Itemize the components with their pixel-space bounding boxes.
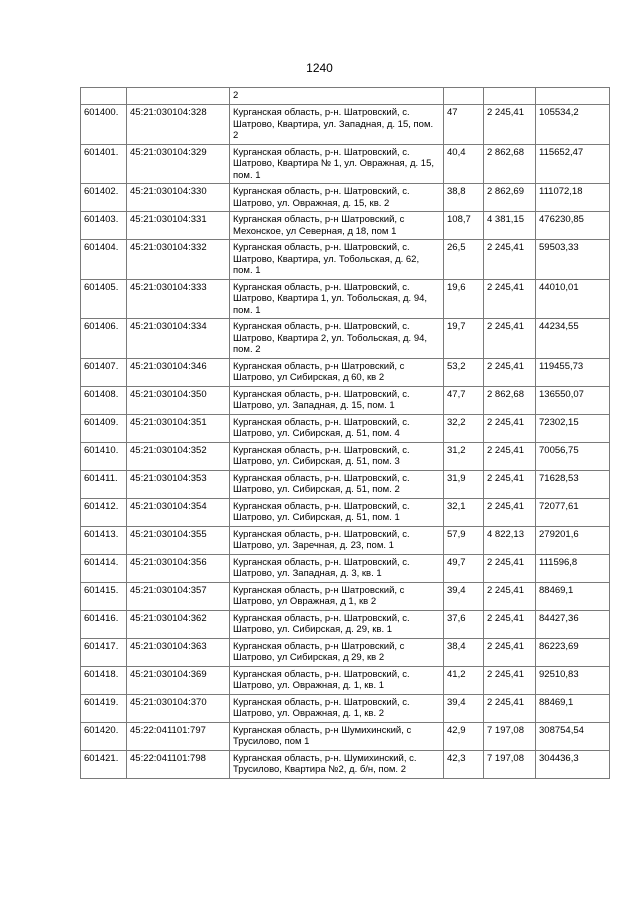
- cadastral-number-cell: 45:21:030104:332: [127, 240, 230, 280]
- cadastral-number-cell: 45:21:030104:353: [127, 470, 230, 498]
- address-cell: Курганская область, р-н. Шумихинский, с. Трусилово, Квартира №2, д. б/н, пом. 2: [230, 750, 444, 778]
- unit-price-cell: 2 245,41: [484, 358, 536, 386]
- cadastral-value-cell: 72302,15: [536, 414, 610, 442]
- area-cell: 57,9: [444, 526, 484, 554]
- table-row: [81, 470, 610, 498]
- address-cell: Курганская область, р-н. Шатровский, с. Шатрово, ул. Заречная, д. 23, пом. 1: [230, 526, 444, 554]
- row-number-cell: 601407.: [81, 358, 127, 386]
- table-row: [81, 666, 610, 694]
- address-cell: Курганская область, р-н. Шатровский, с. Шатрово, Квартира 2, ул. Тобольская, д. 94, пом. 2: [230, 319, 444, 359]
- unit-price-cell: 2 245,41: [484, 554, 536, 582]
- header-cell-5: [484, 88, 536, 105]
- cadastral-value-cell: 44010,01: [536, 279, 610, 319]
- row-number-cell: 601413.: [81, 526, 127, 554]
- unit-price-cell: 2 245,41: [484, 610, 536, 638]
- table-row: [81, 240, 610, 280]
- table-row: [81, 638, 610, 666]
- table-row: [81, 144, 610, 184]
- area-cell: 39,4: [444, 694, 484, 722]
- area-cell: 31,9: [444, 470, 484, 498]
- cadastral-value-cell: 308754,54: [536, 722, 610, 750]
- cadastral-value-cell: 71628,53: [536, 470, 610, 498]
- cadastral-value-cell: 44234,55: [536, 319, 610, 359]
- cadastral-value-cell: 304436,3: [536, 750, 610, 778]
- address-cell: Курганская область, р-н. Шатровский, с. Шатрово, ул. Сибирская, д. 51, пом. 1: [230, 498, 444, 526]
- area-cell: 37,6: [444, 610, 484, 638]
- cadastral-value-cell: 86223,69: [536, 638, 610, 666]
- unit-price-cell: 2 245,41: [484, 582, 536, 610]
- address-cell: Курганская область, р-н. Шатровский, с. Шатрово, Квартира № 1, ул. Овражная, д. 15, пом. 1: [230, 144, 444, 184]
- unit-price-cell: 2 245,41: [484, 442, 536, 470]
- table-row: [81, 184, 610, 212]
- unit-price-cell: 2 245,41: [484, 319, 536, 359]
- cadastral-number-cell: 45:21:030104:369: [127, 666, 230, 694]
- unit-price-cell: 2 245,41: [484, 279, 536, 319]
- cadastral-number-cell: 45:21:030104:356: [127, 554, 230, 582]
- area-cell: 49,7: [444, 554, 484, 582]
- cadastral-number-cell: 45:21:030104:329: [127, 144, 230, 184]
- table-row: [81, 610, 610, 638]
- table-row: [81, 750, 610, 778]
- cadastral-value-cell: 105534,2: [536, 105, 610, 145]
- row-number-cell: 601400.: [81, 105, 127, 145]
- address-cell: Курганская область, р-н. Шатровский, с. Шатрово, Квартира, ул. Западная, д. 15, пом. 2: [230, 105, 444, 145]
- cadastral-number-cell: 45:21:030104:362: [127, 610, 230, 638]
- cadastral-number-cell: 45:21:030104:363: [127, 638, 230, 666]
- header-cell-2: [127, 88, 230, 105]
- area-cell: 53,2: [444, 358, 484, 386]
- unit-price-cell: 2 245,41: [484, 414, 536, 442]
- area-cell: 40,4: [444, 144, 484, 184]
- address-cell: Курганская область, р-н Шатровский, с Мехонское, ул Северная, д 18, пом 1: [230, 212, 444, 240]
- address-cell: Курганская область, р-н. Шатровский, с. Шатрово, ул. Сибирская, д. 51, пом. 4: [230, 414, 444, 442]
- cadastral-value-cell: 70056,75: [536, 442, 610, 470]
- row-number-cell: 601404.: [81, 240, 127, 280]
- address-cell: Курганская область, р-н. Шатровский, с. Шатрово, ул. Сибирская, д. 29, кв. 1: [230, 610, 444, 638]
- area-cell: 19,6: [444, 279, 484, 319]
- cadastral-number-cell: 45:21:030104:352: [127, 442, 230, 470]
- table-row: [81, 582, 610, 610]
- table-row: [81, 386, 610, 414]
- cadastral-number-cell: 45:21:030104:350: [127, 386, 230, 414]
- table-row: [81, 105, 610, 145]
- page-number: 1240: [306, 61, 333, 75]
- row-number-cell: 601420.: [81, 722, 127, 750]
- table-row: [81, 414, 610, 442]
- row-number-cell: 601412.: [81, 498, 127, 526]
- table-row: [81, 212, 610, 240]
- row-number-cell: 601402.: [81, 184, 127, 212]
- table-row: [81, 554, 610, 582]
- cadastral-value-cell: 476230,85: [536, 212, 610, 240]
- row-number-cell: 601416.: [81, 610, 127, 638]
- column-number-row: [81, 88, 610, 105]
- table-row: [81, 279, 610, 319]
- area-cell: 42,3: [444, 750, 484, 778]
- cadastral-value-cell: 72077,61: [536, 498, 610, 526]
- area-cell: 47,7: [444, 386, 484, 414]
- address-cell: Курганская область, р-н. Шатровский, с. Шатрово, ул. Овражная, д. 1, кв. 1: [230, 666, 444, 694]
- table-row: [81, 722, 610, 750]
- address-cell: Курганская область, р-н. Шатровский, с. Шатрово, ул. Сибирская, д. 51, пом. 3: [230, 442, 444, 470]
- table-row: [81, 526, 610, 554]
- header-cell-6: [536, 88, 610, 105]
- row-number-cell: 601406.: [81, 319, 127, 359]
- row-number-cell: 601408.: [81, 386, 127, 414]
- cadastral-value-cell: 136550,07: [536, 386, 610, 414]
- area-cell: 32,2: [444, 414, 484, 442]
- unit-price-cell: 4 822,13: [484, 526, 536, 554]
- cadastral-value-cell: 111072,18: [536, 184, 610, 212]
- address-cell: Курганская область, р-н. Шатровский, с. Шатрово, ул. Овражная, д. 1, кв. 2: [230, 694, 444, 722]
- cadastral-number-cell: 45:21:030104:331: [127, 212, 230, 240]
- cadastral-number-cell: 45:21:030104:357: [127, 582, 230, 610]
- area-cell: 39,4: [444, 582, 484, 610]
- cadastral-number-cell: 45:21:030104:370: [127, 694, 230, 722]
- header-cell-4: [444, 88, 484, 105]
- cadastral-number-cell: 45:21:030104:351: [127, 414, 230, 442]
- cadastral-number-cell: 45:21:030104:346: [127, 358, 230, 386]
- unit-price-cell: 2 862,68: [484, 144, 536, 184]
- area-cell: 108,7: [444, 212, 484, 240]
- table-row: [81, 319, 610, 359]
- area-cell: 26,5: [444, 240, 484, 280]
- row-number-cell: 601417.: [81, 638, 127, 666]
- table-row: [81, 694, 610, 722]
- row-number-cell: 601418.: [81, 666, 127, 694]
- address-cell: Курганская область, р-н. Шатровский, с. Шатрово, ул. Сибирская, д. 51, пом. 2: [230, 470, 444, 498]
- row-number-cell: 601421.: [81, 750, 127, 778]
- unit-price-cell: 7 197,08: [484, 722, 536, 750]
- table-row: [81, 442, 610, 470]
- unit-price-cell: 2 862,69: [484, 184, 536, 212]
- cadastral-value-cell: 84427,36: [536, 610, 610, 638]
- area-cell: 42,9: [444, 722, 484, 750]
- area-cell: 47: [444, 105, 484, 145]
- address-cell: Курганская область, р-н Шумихинский, с Трусилово, пом 1: [230, 722, 444, 750]
- address-cell: Курганская область, р-н. Шатровский, с. Шатрово, ул. Овражная, д. 15, кв. 2: [230, 184, 444, 212]
- row-number-cell: 601415.: [81, 582, 127, 610]
- unit-price-cell: 2 245,41: [484, 638, 536, 666]
- cadastral-value-cell: 59503,33: [536, 240, 610, 280]
- cadastral-number-cell: 45:22:041101:798: [127, 750, 230, 778]
- address-cell: Курганская область, р-н. Шатровский, с. Шатрово, Квартира 1, ул. Тобольская, д. 94, пом. 1: [230, 279, 444, 319]
- unit-price-cell: 7 197,08: [484, 750, 536, 778]
- unit-price-cell: 4 381,15: [484, 212, 536, 240]
- row-number-cell: 601405.: [81, 279, 127, 319]
- header-cell-1: [81, 88, 127, 105]
- cadastral-number-cell: 45:21:030104:328: [127, 105, 230, 145]
- address-cell: Курганская область, р-н. Шатровский, с. Шатрово, ул. Западная, д. 15, пом. 1: [230, 386, 444, 414]
- row-number-cell: 601403.: [81, 212, 127, 240]
- unit-price-cell: 2 245,41: [484, 470, 536, 498]
- property-registry-table: [80, 87, 610, 779]
- unit-price-cell: 2 245,41: [484, 240, 536, 280]
- cadastral-value-cell: 88469,1: [536, 694, 610, 722]
- address-cell: Курганская область, р-н. Шатровский, с. Шатрово, Квартира, ул. Тобольская, д. 62, пом. 1: [230, 240, 444, 280]
- address-cell: Курганская область, р-н Шатровский, с Шатрово, ул Сибирская, д 60, кв 2: [230, 358, 444, 386]
- row-number-cell: 601411.: [81, 470, 127, 498]
- table-row: [81, 358, 610, 386]
- cadastral-number-cell: 45:21:030104:354: [127, 498, 230, 526]
- address-cell: Курганская область, р-н Шатровский, с Шатрово, ул Сибирская, д 29, кв 2: [230, 638, 444, 666]
- row-number-cell: 601410.: [81, 442, 127, 470]
- address-cell: Курганская область, р-н Шатровский, с Шатрово, ул Овражная, д 1, кв 2: [230, 582, 444, 610]
- address-cell: Курганская область, р-н. Шатровский, с. Шатрово, ул. Западная, д. 3, кв. 1: [230, 554, 444, 582]
- unit-price-cell: 2 862,68: [484, 386, 536, 414]
- unit-price-cell: 2 245,41: [484, 694, 536, 722]
- area-cell: 31,2: [444, 442, 484, 470]
- cadastral-number-cell: 45:21:030104:334: [127, 319, 230, 359]
- row-number-cell: 601419.: [81, 694, 127, 722]
- row-number-cell: 601409.: [81, 414, 127, 442]
- table-row: [81, 498, 610, 526]
- area-cell: 38,4: [444, 638, 484, 666]
- row-number-cell: 601401.: [81, 144, 127, 184]
- area-cell: 38,8: [444, 184, 484, 212]
- cadastral-number-cell: 45:22:041101:797: [127, 722, 230, 750]
- area-cell: 19,7: [444, 319, 484, 359]
- unit-price-cell: 2 245,41: [484, 498, 536, 526]
- unit-price-cell: 2 245,41: [484, 105, 536, 145]
- cadastral-number-cell: 45:21:030104:330: [127, 184, 230, 212]
- unit-price-cell: 2 245,41: [484, 666, 536, 694]
- cadastral-value-cell: 92510,83: [536, 666, 610, 694]
- cadastral-value-cell: 115652,47: [536, 144, 610, 184]
- row-number-cell: 601414.: [81, 554, 127, 582]
- cadastral-value-cell: 119455,73: [536, 358, 610, 386]
- area-cell: 41,2: [444, 666, 484, 694]
- cadastral-value-cell: 111596,8: [536, 554, 610, 582]
- header-cell-3: 2: [230, 88, 444, 105]
- cadastral-value-cell: 279201,6: [536, 526, 610, 554]
- cadastral-number-cell: 45:21:030104:355: [127, 526, 230, 554]
- cadastral-number-cell: 45:21:030104:333: [127, 279, 230, 319]
- area-cell: 32,1: [444, 498, 484, 526]
- cadastral-value-cell: 88469,1: [536, 582, 610, 610]
